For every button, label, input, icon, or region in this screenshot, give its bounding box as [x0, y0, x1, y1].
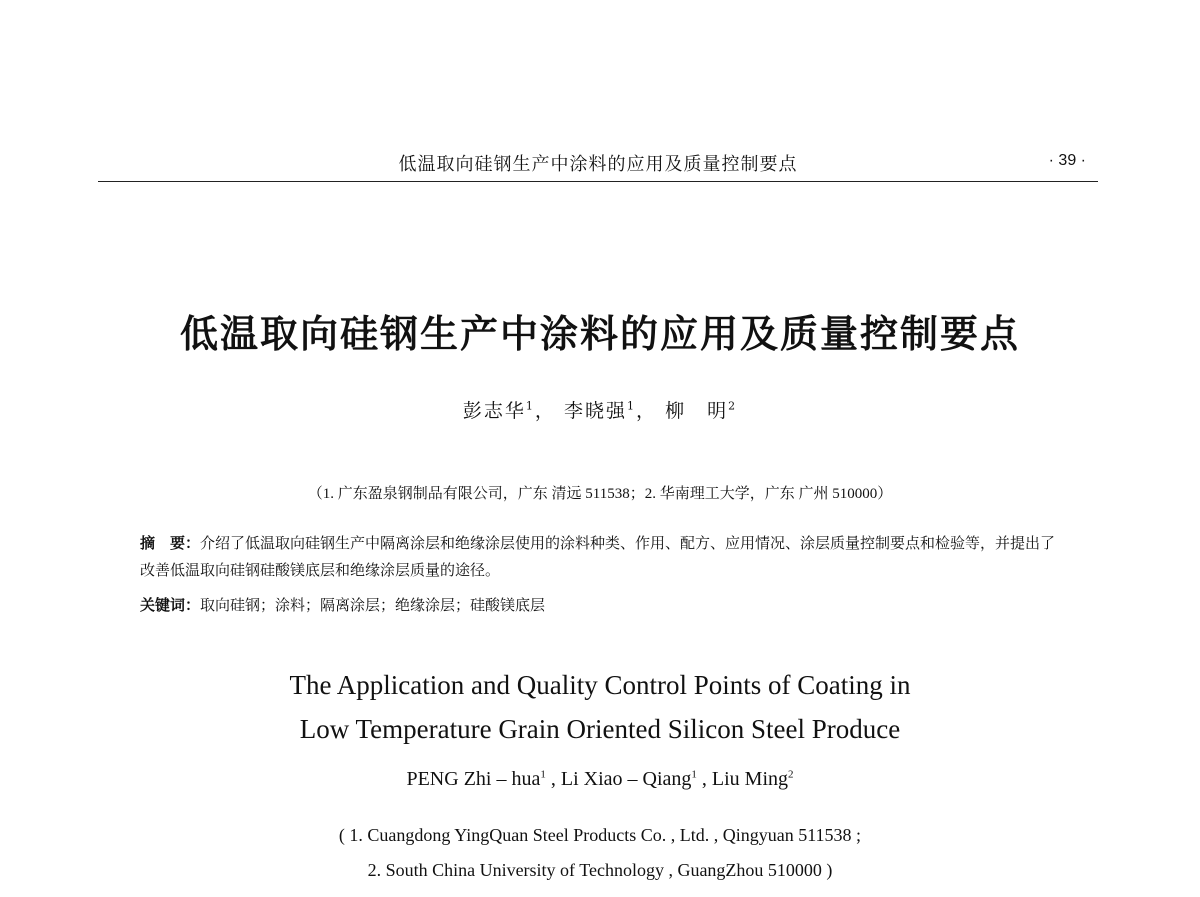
author-affiliation-mark: 2 — [788, 768, 794, 781]
author-name: 李晓强 — [563, 400, 627, 422]
abstract-label: 摘 要： — [140, 534, 201, 552]
english-title-line: The Application and Quality Control Points of Coating in — [289, 670, 911, 700]
author-name: Liu Ming — [711, 768, 789, 790]
author-affiliation-mark: 1 — [525, 399, 535, 413]
running-title: 低温取向硅钢生产中涂料的应用及质量控制要点 — [398, 154, 798, 175]
english-authors — [0, 768, 1200, 791]
author-name: PENG Zhi – hua — [406, 768, 541, 790]
english-title-line: Low Temperature Grain Oriented Silicon Steel Produce — [299, 714, 901, 744]
english-affiliations — [0, 818, 1200, 888]
author-affiliation-mark: 1 — [540, 768, 546, 781]
english-title — [0, 663, 1200, 751]
chinese-keywords — [140, 594, 1065, 615]
author-name: 柳 明 — [665, 400, 729, 422]
author-affiliation-mark: 1 — [627, 399, 636, 413]
header-divider — [98, 181, 1098, 182]
author-name: Li Xiao – Qiang — [560, 768, 692, 790]
page-number: · 39 · — [1048, 152, 1086, 169]
chinese-affiliations: （1. 广东盈泉钢制品有限公司，广东 清远 511538；2. 华南理工大学，广东 广州 510000） — [307, 486, 893, 502]
keywords-label: 关键词： — [140, 596, 201, 614]
author-separator: , — [696, 768, 712, 790]
chinese-title: 低温取向硅钢生产中涂料的应用及质量控制要点 — [179, 311, 1020, 356]
author-separator: ， — [636, 400, 658, 422]
running-header — [98, 150, 1098, 180]
author-separator: ， — [534, 400, 556, 422]
chinese-authors — [0, 396, 1200, 423]
author-affiliation-mark: 1 — [691, 768, 697, 781]
author-separator: , — [545, 768, 561, 790]
abstract-text: 介绍了低温取向硅钢生产中隔离涂层和绝缘涂层使用的涂料种类、作用、配方、应用情况、涂层质量控制要点和检验等，并提出了改善低温取向硅钢硅酸镁底层和绝缘涂层质量的途径。 — [140, 534, 1056, 579]
chinese-abstract — [140, 530, 1065, 584]
author-affiliation-mark: 2 — [728, 399, 738, 413]
english-affiliation-line: ( 1. Cuangdong YingQuan Steel Products Co. , Ltd. , Qingyuan 511538 ; — [338, 825, 862, 845]
keywords-text: 取向硅钢；涂料；隔离涂层；绝缘涂层；硅酸镁底层 — [200, 596, 546, 614]
author-name: 彭志华 — [462, 400, 526, 422]
english-affiliation-line: 2. South China University of Technology , GuangZhou 510000 ) — [367, 860, 833, 880]
